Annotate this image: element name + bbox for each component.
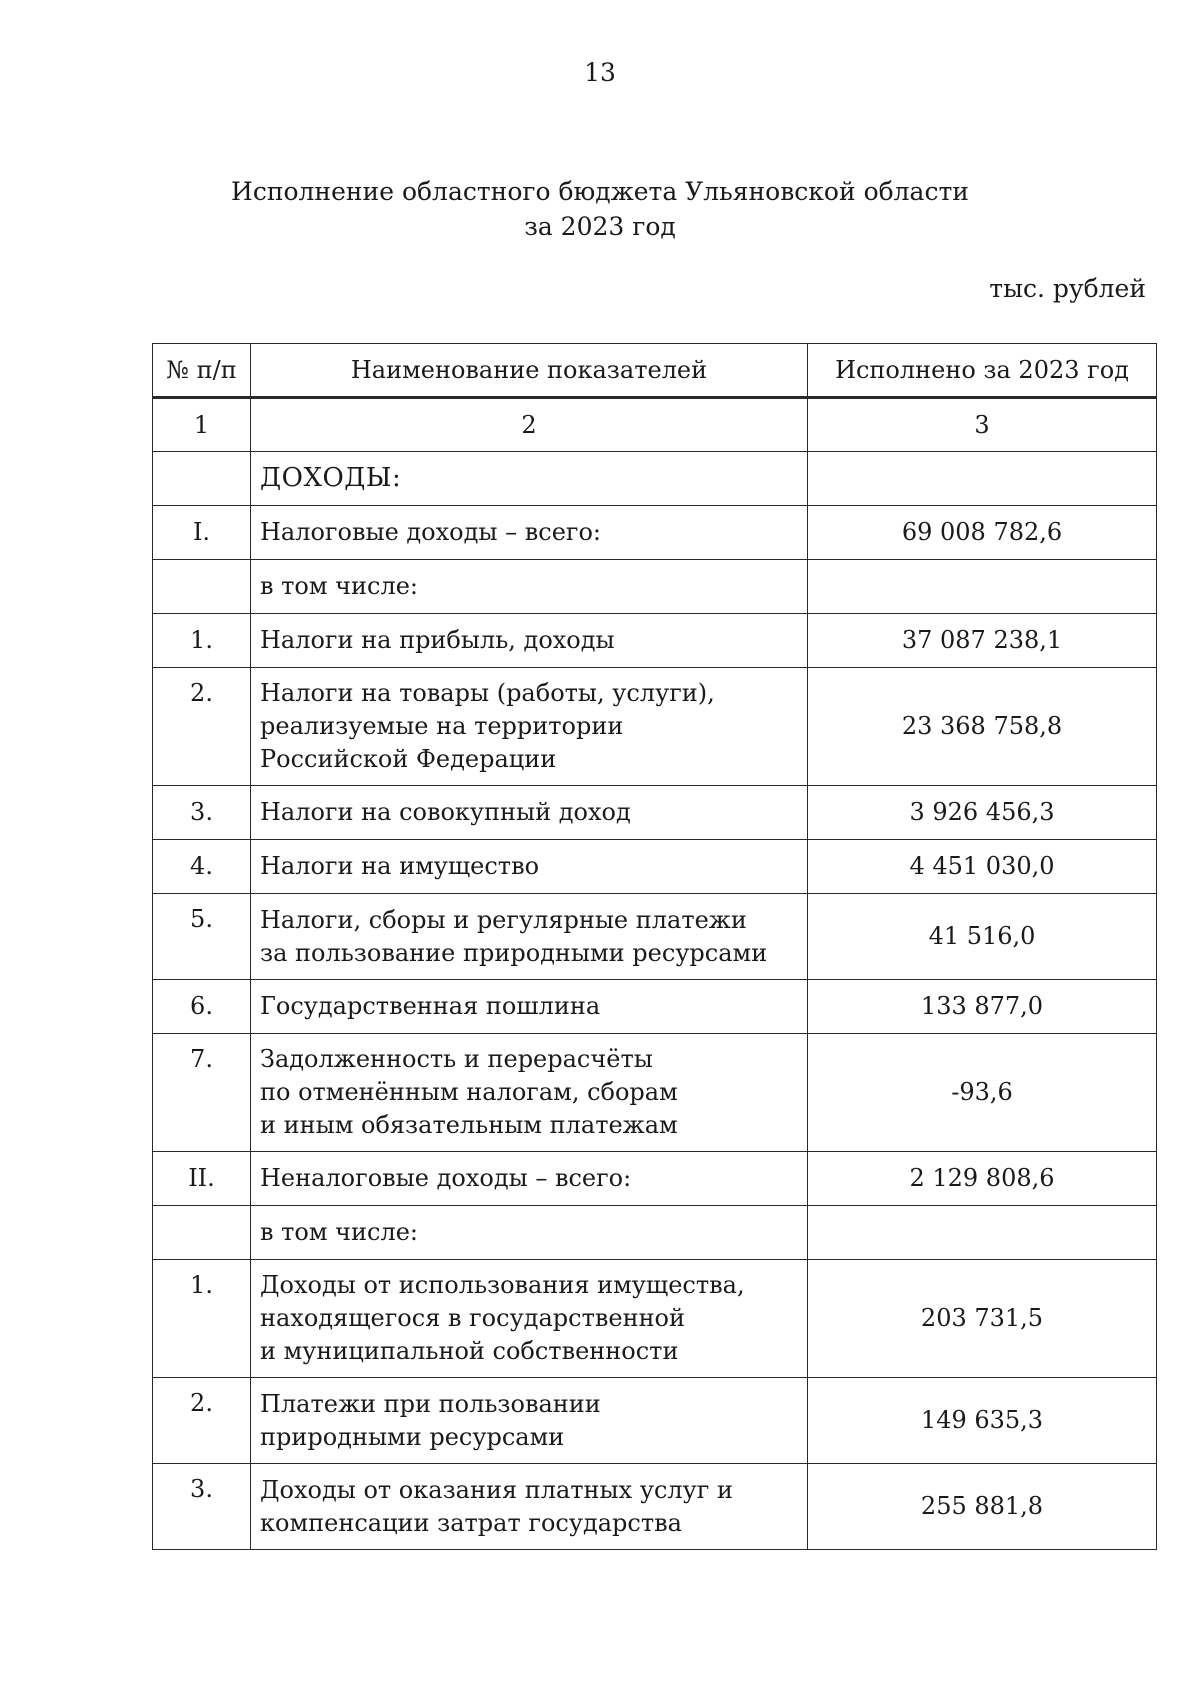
row-executed-value: 255 881,8 bbox=[808, 1464, 1157, 1550]
table-row bbox=[153, 840, 1157, 894]
row-executed-value: 41 516,0 bbox=[808, 894, 1157, 980]
column-number-1: 1 bbox=[153, 398, 251, 452]
row-indicator-name bbox=[251, 840, 808, 894]
table-row bbox=[153, 980, 1157, 1034]
row-indicator-name bbox=[251, 1260, 808, 1378]
table-row bbox=[153, 786, 1157, 840]
indicator-name-line: Неналоговые доходы – всего: bbox=[260, 1164, 632, 1192]
table-header-row bbox=[153, 344, 1157, 398]
row-number bbox=[153, 452, 251, 506]
row-number bbox=[153, 560, 251, 614]
budget-execution-table bbox=[152, 343, 1157, 1550]
column-number-row bbox=[153, 398, 1157, 452]
row-indicator-name bbox=[251, 1152, 808, 1206]
row-indicator-name bbox=[251, 506, 808, 560]
table-row bbox=[153, 1464, 1157, 1550]
indicator-name-line: компенсации затрат государства bbox=[260, 1508, 682, 1537]
indicator-name-line: Налоги на товары (работы, услуги), bbox=[260, 679, 715, 707]
indicator-name-line: ДОХОДЫ: bbox=[260, 463, 402, 493]
row-number: 2. bbox=[153, 1378, 251, 1464]
indicator-name-line: Налоги на совокупный доход bbox=[260, 798, 631, 826]
row-number bbox=[153, 1206, 251, 1260]
indicator-name-line: Налоговые доходы – всего: bbox=[260, 518, 602, 546]
row-number: II. bbox=[153, 1152, 251, 1206]
row-executed-value: 4 451 030,0 bbox=[808, 840, 1157, 894]
row-executed-value: 203 731,5 bbox=[808, 1260, 1157, 1378]
row-number: I. bbox=[153, 506, 251, 560]
row-number: 3. bbox=[153, 786, 251, 840]
indicator-name-line: в том числе: bbox=[260, 1218, 419, 1246]
table-row bbox=[153, 614, 1157, 668]
row-indicator-name bbox=[251, 1034, 808, 1152]
header-number: № п/п bbox=[153, 344, 251, 398]
row-number: 7. bbox=[153, 1034, 251, 1152]
indicator-name-line: природными ресурсами bbox=[260, 1422, 565, 1451]
table-row bbox=[153, 668, 1157, 786]
row-number: 2. bbox=[153, 668, 251, 786]
row-indicator-name bbox=[251, 1378, 808, 1464]
indicator-name-line: реализуемые на территории bbox=[260, 712, 624, 740]
indicator-name-line: по отменённым налогам, сборам bbox=[260, 1078, 678, 1106]
table-body bbox=[153, 344, 1157, 1550]
row-executed-value: -93,6 bbox=[808, 1034, 1157, 1152]
row-indicator-name bbox=[251, 980, 808, 1034]
row-number: 5. bbox=[153, 894, 251, 980]
table-row bbox=[153, 506, 1157, 560]
column-number-3: 3 bbox=[808, 398, 1157, 452]
units-label: тыс. рублей bbox=[989, 274, 1146, 303]
row-number: 1. bbox=[153, 1260, 251, 1378]
indicator-name-line: Налоги на прибыль, доходы bbox=[260, 626, 615, 654]
indicator-name-line: Платежи при пользовании bbox=[260, 1389, 601, 1418]
indicator-name-line: Доходы от оказания платных услуг и bbox=[260, 1475, 733, 1504]
indicator-name-line: за пользование природными ресурсами bbox=[260, 938, 768, 967]
table-row bbox=[153, 452, 1157, 506]
row-executed-value: 3 926 456,3 bbox=[808, 786, 1157, 840]
document-title-line-2: за 2023 год bbox=[524, 212, 676, 241]
row-executed-value: 2 129 808,6 bbox=[808, 1152, 1157, 1206]
table-row bbox=[153, 1152, 1157, 1206]
indicator-name-line: и муниципальной собственности bbox=[260, 1337, 679, 1365]
indicator-name-line: и иным обязательным платежам bbox=[260, 1111, 678, 1139]
table-row bbox=[153, 1034, 1157, 1152]
page-number: 13 bbox=[584, 58, 616, 87]
indicator-name-line: Задолженность и перерасчёты bbox=[260, 1045, 653, 1073]
document-title-line-1: Исполнение областного бюджета Ульяновской области bbox=[231, 177, 969, 206]
row-number: 6. bbox=[153, 980, 251, 1034]
table-row bbox=[153, 560, 1157, 614]
indicator-name-line: Российской Федерации bbox=[260, 745, 557, 773]
indicator-name-line: находящегося в государственной bbox=[260, 1304, 686, 1332]
indicator-name-line: Государственная пошлина bbox=[260, 992, 601, 1020]
indicator-name-line: в том числе: bbox=[260, 572, 419, 600]
row-indicator-name bbox=[251, 1206, 808, 1260]
row-executed-value: 23 368 758,8 bbox=[808, 668, 1157, 786]
indicator-name-line: Доходы от использования имущества, bbox=[260, 1271, 745, 1299]
row-number: 1. bbox=[153, 614, 251, 668]
indicator-name-line: Налоги, сборы и регулярные платежи bbox=[260, 905, 747, 934]
row-indicator-name bbox=[251, 452, 808, 506]
row-indicator-name bbox=[251, 1464, 808, 1550]
row-executed-value: 133 877,0 bbox=[808, 980, 1157, 1034]
row-indicator-name bbox=[251, 786, 808, 840]
row-indicator-name bbox=[251, 668, 808, 786]
document-title bbox=[0, 174, 1200, 244]
row-number: 4. bbox=[153, 840, 251, 894]
row-number: 3. bbox=[153, 1464, 251, 1550]
row-indicator-name bbox=[251, 560, 808, 614]
row-executed-value: 37 087 238,1 bbox=[808, 614, 1157, 668]
row-executed-value bbox=[808, 1206, 1157, 1260]
table-row bbox=[153, 1206, 1157, 1260]
header-name: Наименование показателей bbox=[251, 344, 808, 398]
row-executed-value: 149 635,3 bbox=[808, 1378, 1157, 1464]
row-indicator-name bbox=[251, 894, 808, 980]
indicator-name-line: Налоги на имущество bbox=[260, 852, 540, 880]
row-executed-value: 69 008 782,6 bbox=[808, 506, 1157, 560]
table-row bbox=[153, 1378, 1157, 1464]
row-indicator-name bbox=[251, 614, 808, 668]
row-executed-value bbox=[808, 452, 1157, 506]
table-row bbox=[153, 894, 1157, 980]
row-executed-value bbox=[808, 560, 1157, 614]
header-value: Исполнено за 2023 год bbox=[808, 344, 1157, 398]
column-number-2: 2 bbox=[251, 398, 808, 452]
table-row bbox=[153, 1260, 1157, 1378]
